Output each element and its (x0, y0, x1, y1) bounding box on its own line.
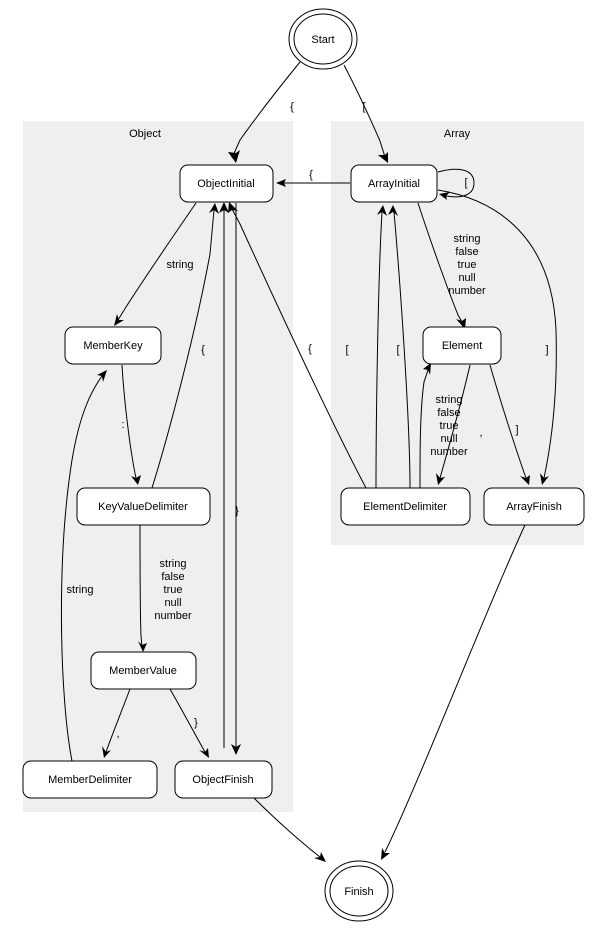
svg-text:string: string (435, 394, 463, 406)
node-member-key-label: MemberKey (83, 339, 143, 352)
svg-text:null: null (458, 272, 476, 284)
node-start[interactable] (289, 9, 357, 69)
edge-label-membervalue-md: , (116, 728, 120, 740)
edge-label-start-array: [ (362, 101, 366, 113)
node-object-initial-label: ObjectInitial (197, 177, 255, 190)
edge-label-element-ed: , (479, 427, 483, 439)
svg-text:number: number (430, 446, 468, 458)
edge-label-md-memberkey: string (66, 584, 94, 596)
edge-label-element-arrayfinish: ] (515, 424, 519, 436)
edge-label-array-arrayfinish: ] (545, 344, 549, 356)
node-element-delimiter[interactable] (341, 488, 470, 525)
svg-text:true: true (439, 420, 459, 432)
node-array-finish-label: ArrayFinish (506, 500, 562, 513)
node-member-delimiter[interactable] (23, 761, 157, 798)
svg-text:null: null (164, 597, 182, 609)
svg-text:string: string (453, 233, 481, 245)
svg-text:false: false (161, 571, 185, 583)
edge-label-kvd-object: { (201, 344, 205, 356)
node-member-key[interactable] (65, 327, 161, 364)
node-member-value[interactable] (91, 652, 196, 689)
edge-label-object-memberkey: string (166, 259, 194, 271)
node-array-initial[interactable] (351, 165, 437, 202)
edge-label-object-objectfinish: } (235, 505, 239, 517)
node-key-value-delimiter-label: KeyValueDelimiter (98, 500, 188, 513)
edge-label-membervalue-objectfinish: } (194, 717, 198, 729)
node-finish[interactable] (325, 861, 393, 921)
cluster-object-label: Object (129, 127, 161, 140)
edge-label-ed-array-1: [ (345, 344, 349, 356)
node-object-finish[interactable] (175, 761, 272, 798)
node-element-label: Element (441, 339, 483, 352)
svg-text:null: null (440, 433, 458, 445)
node-key-value-delimiter[interactable] (77, 488, 210, 525)
node-array-finish[interactable] (484, 488, 584, 525)
node-finish-label: Finish (344, 885, 374, 898)
edge-label-array-object: { (309, 169, 313, 181)
svg-text:true: true (163, 584, 183, 596)
svg-text:string: string (159, 558, 187, 570)
edge-label-ed-object: { (308, 343, 312, 355)
svg-text:false: false (455, 246, 479, 258)
edge-label-ed-array-2: [ (396, 344, 400, 356)
node-member-value-label: MemberValue (109, 664, 177, 677)
edge-label-memberkey-kvd: : (121, 419, 125, 431)
svg-text:false: false (437, 407, 461, 419)
edge-label-array-self: [ (464, 177, 468, 189)
cluster-array-label: Array (443, 127, 471, 140)
node-object-initial[interactable] (180, 165, 273, 202)
node-element-delimiter-label: ElementDelimiter (363, 500, 447, 513)
edge-label-start-object: { (290, 101, 294, 113)
node-object-finish-label: ObjectFinish (192, 773, 254, 786)
node-array-initial-label: ArrayInitial (368, 177, 420, 190)
node-element[interactable] (423, 327, 501, 364)
node-member-delimiter-label: MemberDelimiter (48, 773, 132, 786)
svg-text:number: number (448, 285, 486, 297)
svg-text:number: number (154, 610, 192, 622)
node-start-label: Start (311, 33, 335, 46)
svg-text:true: true (457, 259, 477, 271)
